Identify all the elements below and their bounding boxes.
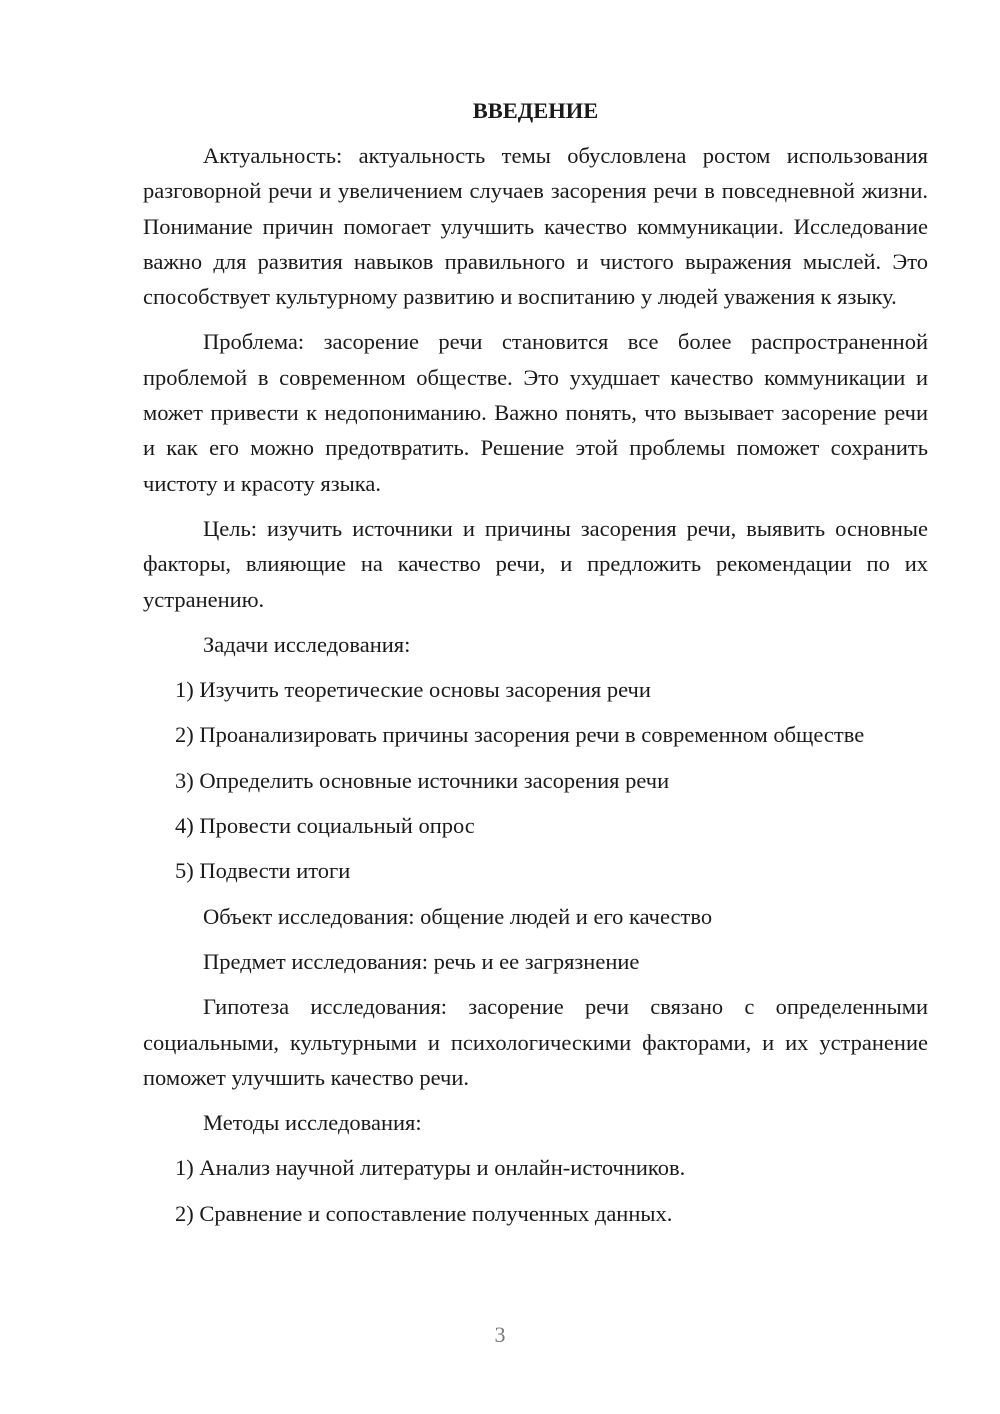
methods-title: Методы исследования: — [203, 1110, 422, 1136]
task-item-3: 3) Определить основные источники засорения речи — [175, 767, 670, 793]
task-item-5: 5) Подвести итоги — [175, 858, 351, 884]
paragraph-goal: Цель: изучить источники и причины засорения речи, выявить основные факторы, влияющие на качество речи, и предложить рекомендации по их устранению. — [143, 515, 928, 612]
task-item-2: 2) Проанализировать причины засорения речи в современном обществе — [175, 722, 865, 748]
method-item-2: 2) Сравнение и сопоставление полученных данных. — [175, 1200, 673, 1226]
research-object: Объект исследования: общение людей и его качество — [203, 903, 713, 929]
section-heading: ВВЕДЕНИЕ — [472, 98, 599, 123]
research-subject: Предмет исследования: речь и ее загрязнение — [203, 948, 640, 974]
method-item-1: 1) Анализ научной литературы и онлайн-источников. — [175, 1155, 686, 1181]
paragraph-problem: Проблема: засорение речи становится все более распространенной проблемой в современном обществе. Это ухудшает качество коммуникации и может привести к недопониманию. Важно понять, что вызывает засорение речи и как его можно предотвратить. Решение этой проблемы поможет сохранить чистоту и красоту языка. — [143, 329, 928, 496]
task-item-4: 4) Провести социальный опрос — [175, 813, 475, 839]
research-hypothesis: Гипотеза исследования: засорение речи связано с определенными социальными, культурными и психологическими факторами, и их устранение поможет улучшить качество речи. — [143, 994, 928, 1090]
document-page — [143, 92, 928, 1231]
task-item-1: 1) Изучить теоретические основы засорения речи — [175, 677, 651, 703]
page-number: 3 — [494, 1322, 506, 1347]
tasks-title: Задачи исследования: — [203, 631, 411, 657]
paragraph-relevance: Актуальность: актуальность темы обусловлена ростом использования разговорной речи и увеличением случаев засорения речи в повседневной жизни. Понимание причин помогает улучшить качество коммуникации. Исследование важно для развития навыков правильного и чистого выражения мыслей. Это способствует культурному развитию и воспитанию у людей уважения к языку. — [143, 143, 928, 310]
